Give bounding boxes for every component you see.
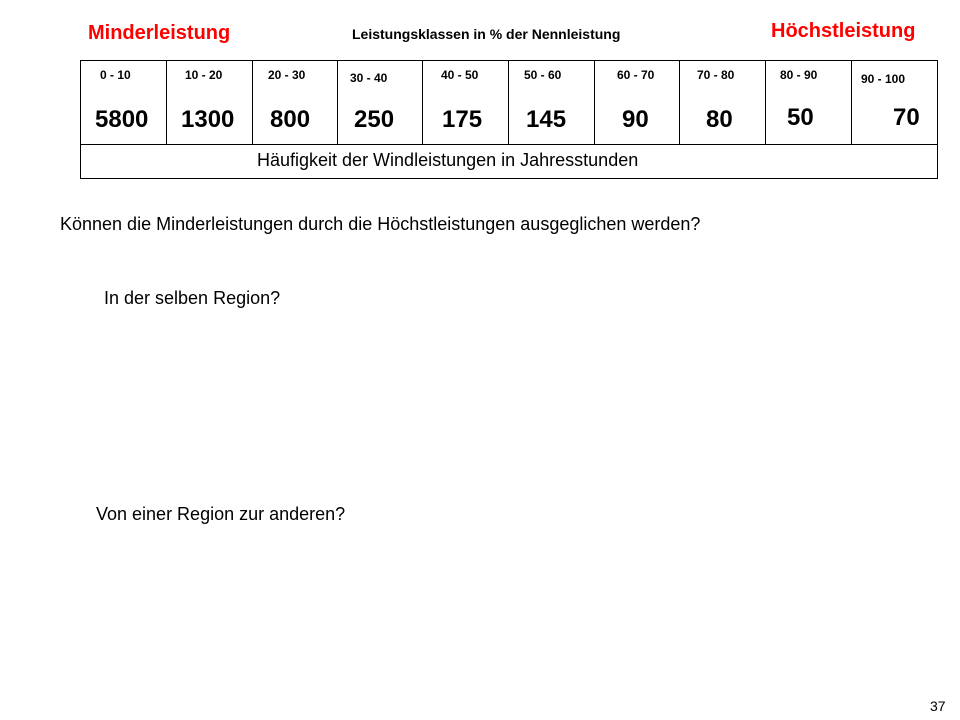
table-divider: [679, 60, 680, 144]
class-label: 40 - 50: [441, 68, 479, 82]
class-label: 20 - 30: [268, 68, 306, 82]
table-divider: [252, 60, 253, 144]
class-label: 70 - 80: [697, 68, 735, 82]
table-divider: [594, 60, 595, 144]
label-hoechstleistung: Höchstleistung: [771, 20, 916, 42]
question-same-region: In der selben Region?: [104, 288, 281, 308]
class-label: 90 - 100: [861, 72, 906, 86]
value-cell: 5800: [95, 106, 149, 133]
table-divider: [80, 60, 81, 144]
value-cell: 50: [787, 104, 814, 131]
class-label: 10 - 20: [185, 68, 223, 82]
value-cell: 800: [270, 106, 311, 133]
value-cell: 70: [893, 104, 920, 131]
table-divider: [166, 60, 167, 144]
value-cell: 175: [442, 106, 483, 133]
value-cell: 145: [526, 106, 567, 133]
table-divider: [337, 60, 338, 144]
table-divider: [765, 60, 766, 144]
table-divider: [851, 60, 852, 144]
table-mid-rule: [80, 144, 937, 145]
value-cell: 1300: [181, 106, 235, 133]
main-question: Können die Minderleistungen durch die Höchstleistungen ausgeglichen werden?: [60, 214, 701, 234]
value-cell: 250: [354, 106, 395, 133]
label-leistungsklassen: Leistungsklassen in % der Nennleistung: [352, 26, 621, 42]
page-number: 37: [930, 698, 946, 714]
value-cell: 90: [622, 106, 649, 133]
class-label: 50 - 60: [524, 68, 562, 82]
class-label: 30 - 40: [350, 71, 388, 85]
value-cell: 80: [706, 106, 733, 133]
table-divider: [422, 60, 423, 144]
label-minderleistung: Minderleistung: [88, 22, 231, 44]
class-label: 0 - 10: [100, 68, 131, 82]
table-divider: [508, 60, 509, 144]
question-other-region: Von einer Region zur anderen?: [96, 504, 346, 524]
class-label: 80 - 90: [780, 68, 818, 82]
class-label: 60 - 70: [617, 68, 655, 82]
table-caption: Häufigkeit der Windleistungen in Jahresstunden: [257, 150, 639, 170]
